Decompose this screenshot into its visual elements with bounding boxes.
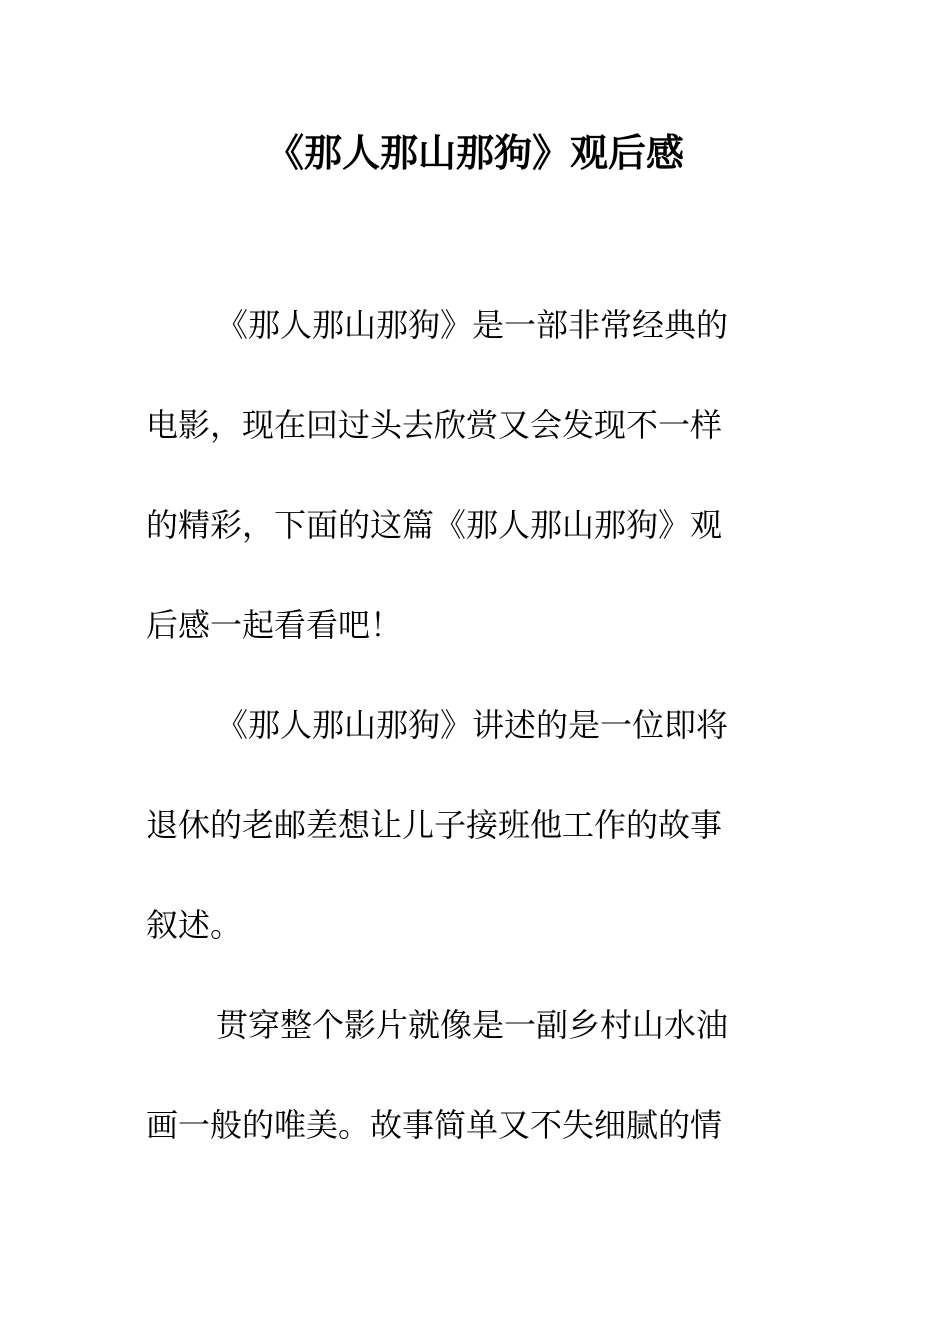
paragraph-line: 的精彩，下面的这篇《那人那山那狗》观 — [146, 506, 723, 544]
paragraph-line: 叙述。 — [146, 906, 243, 944]
paragraph-line: 贯穿整个影片就像是一副乡村山水油 — [216, 1006, 729, 1044]
paragraph-line: 《那人那山那狗》是一部非常经典的 — [216, 306, 729, 344]
paragraph-line: 电影，现在回过头去欣赏又会发现不一样 — [146, 406, 723, 444]
document-title: 《那人那山那狗》观后感 — [265, 130, 684, 175]
paragraph-line: 退休的老邮差想让儿子接班他工作的故事 — [146, 806, 723, 844]
paragraph-line: 画一般的唯美。故事简单又不失细腻的情 — [146, 1106, 723, 1144]
paragraph-line: 《那人那山那狗》讲述的是一位即将 — [216, 706, 729, 744]
paragraph-line: 后感一起看看吧！ — [146, 606, 403, 644]
